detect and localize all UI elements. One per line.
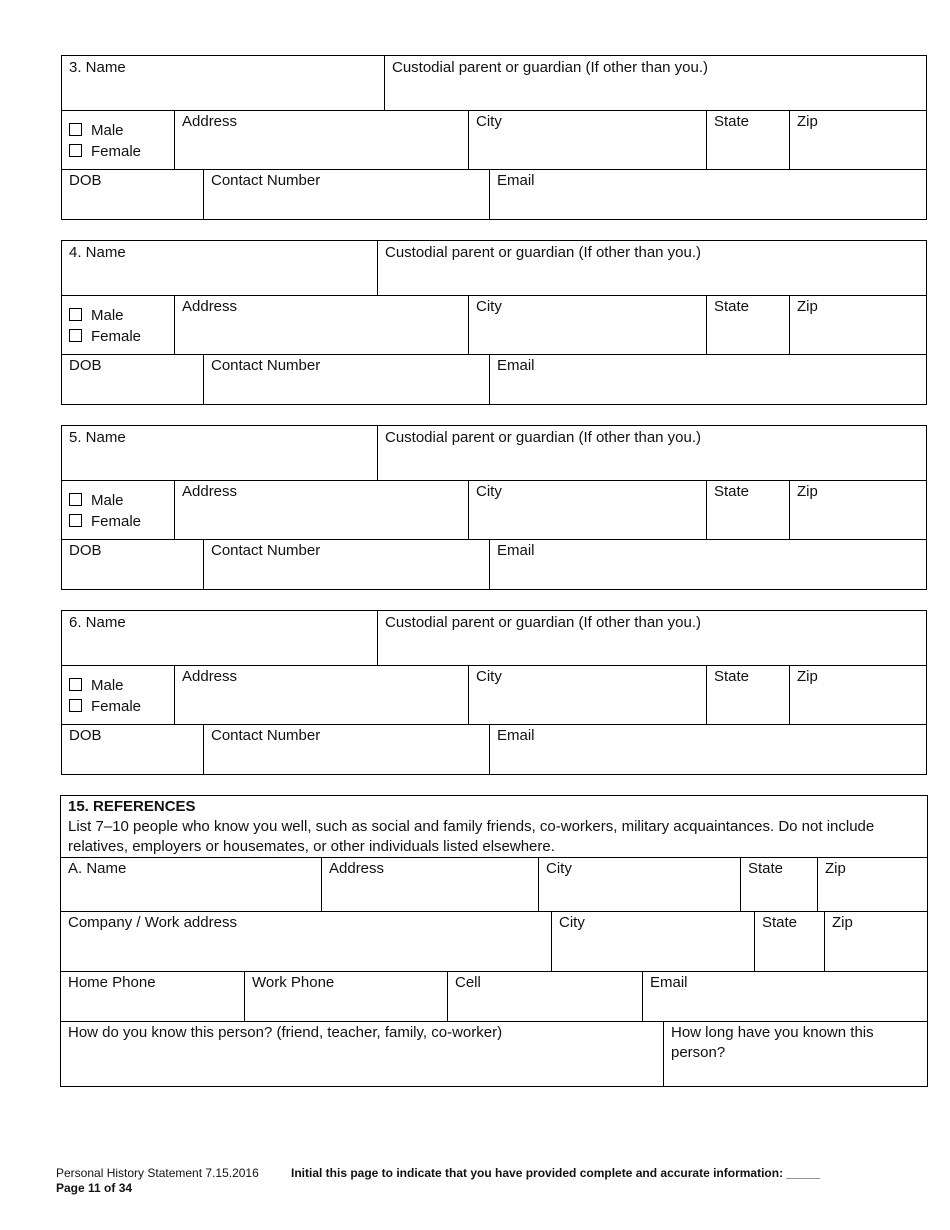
ref-how-long-label: How long have you known this person? (671, 1024, 874, 1061)
person-3-guardian-field[interactable] (385, 56, 926, 110)
ref-work-zip-label: Zip (832, 914, 853, 931)
person-3-state-label: State (714, 113, 750, 130)
female-checkbox[interactable] (69, 144, 82, 157)
person-4-contact-field[interactable] (204, 354, 489, 404)
person-3-address-label: Address (182, 113, 238, 130)
person-4-address-field[interactable] (175, 295, 468, 354)
male-option[interactable] (69, 675, 174, 696)
person-5-dob-field[interactable] (62, 539, 203, 589)
ref-work-phone-label: Work Phone (252, 974, 335, 991)
person-4-email-field[interactable] (490, 354, 926, 404)
ref-work-city-field[interactable] (552, 911, 754, 971)
ref-email-field[interactable] (643, 971, 927, 1021)
ref-name-label: A. Name (68, 860, 127, 877)
person-6-email-field[interactable] (490, 724, 926, 774)
female-label: Female (91, 143, 142, 160)
female-option[interactable] (69, 326, 174, 347)
ref-how-know-field[interactable] (61, 1021, 663, 1086)
person-6-email-label: Email (497, 727, 535, 744)
references-header (61, 795, 921, 857)
ref-company-label: Company / Work address (68, 914, 237, 931)
male-checkbox[interactable] (69, 123, 82, 136)
ref-name-field[interactable] (61, 857, 321, 911)
person-5-city-field[interactable] (469, 480, 706, 539)
ref-state-field[interactable] (741, 857, 817, 911)
person-6-name-label: 6. Name (69, 614, 126, 631)
male-label: Male (91, 677, 124, 694)
person-4-email-label: Email (497, 357, 535, 374)
person-5-zip-field[interactable] (790, 480, 926, 539)
ref-work-city-label: City (559, 914, 585, 931)
female-label: Female (91, 328, 142, 345)
person-3-name-label: 3. Name (69, 59, 126, 76)
person-3-city-label: City (476, 113, 502, 130)
person-5-contact-field[interactable] (204, 539, 489, 589)
person-3-email-field[interactable] (490, 169, 926, 219)
person-5-sex-group (62, 488, 174, 538)
table-rule (926, 610, 927, 775)
person-6-state-label: State (714, 668, 750, 685)
person-4-dob-field[interactable] (62, 354, 203, 404)
table-rule (926, 240, 927, 405)
male-option[interactable] (69, 490, 174, 511)
person-4-name-field[interactable] (62, 241, 377, 295)
person-3-contact-field[interactable] (204, 169, 489, 219)
male-checkbox[interactable] (69, 678, 82, 691)
person-3-sex-group (62, 118, 174, 168)
person-3-zip-label: Zip (797, 113, 818, 130)
female-option[interactable] (69, 696, 174, 717)
person-4-zip-field[interactable] (790, 295, 926, 354)
ref-zip-label: Zip (825, 860, 846, 877)
ref-address-label: Address (329, 860, 385, 877)
female-checkbox[interactable] (69, 514, 82, 527)
female-option[interactable] (69, 141, 174, 162)
ref-home-phone-field[interactable] (61, 971, 244, 1021)
ref-cell-label: Cell (455, 974, 481, 991)
person-6-guardian-field[interactable] (378, 611, 926, 665)
person-6-contact-label: Contact Number (211, 727, 321, 744)
person-3-zip-field[interactable] (790, 110, 926, 169)
male-label: Male (91, 307, 124, 324)
table-rule (61, 774, 927, 775)
male-label: Male (91, 122, 124, 139)
person-4-address-label: Address (182, 298, 238, 315)
male-option[interactable] (69, 120, 174, 141)
person-5-name-label: 5. Name (69, 429, 126, 446)
male-checkbox[interactable] (69, 308, 82, 321)
table-rule (61, 589, 927, 590)
person-6-state-field[interactable] (707, 665, 789, 724)
person-6-city-field[interactable] (469, 665, 706, 724)
ref-email-label: Email (650, 974, 688, 991)
person-6-zip-field[interactable] (790, 665, 926, 724)
ref-work-zip-field[interactable] (825, 911, 927, 971)
person-3-name-field[interactable] (62, 56, 384, 110)
person-3-guardian-label: Custodial parent or guardian (If other than you.) (392, 59, 709, 76)
ref-address-field[interactable] (322, 857, 538, 911)
person-4-city-label: City (476, 298, 502, 315)
person-5-contact-label: Contact Number (211, 542, 321, 559)
person-6-city-label: City (476, 668, 502, 685)
person-4-sex-group (62, 303, 174, 353)
person-5-email-field[interactable] (490, 539, 926, 589)
male-label: Male (91, 492, 124, 509)
person-6-address-label: Address (182, 668, 238, 685)
person-4-city-field[interactable] (469, 295, 706, 354)
person-5-guardian-label: Custodial parent or guardian (If other than you.) (385, 429, 702, 446)
person-5-state-label: State (714, 483, 750, 500)
footer-doc-title: Personal History Statement 7.15.2016 (56, 1166, 259, 1180)
footer-initial-text: Initial this page to indicate that you have provided complete and accurate information: _____ (291, 1166, 820, 1180)
footer-page-number: Page 11 of 34 (56, 1181, 133, 1195)
ref-state-label: State (748, 860, 784, 877)
female-option[interactable] (69, 511, 174, 532)
person-5-guardian-field[interactable] (378, 426, 926, 480)
ref-city-field[interactable] (539, 857, 740, 911)
person-4-zip-label: Zip (797, 298, 818, 315)
person-6-address-field[interactable] (175, 665, 468, 724)
person-6-contact-field[interactable] (204, 724, 489, 774)
female-label: Female (91, 513, 142, 530)
male-option[interactable] (69, 305, 174, 326)
person-6-dob-field[interactable] (62, 724, 203, 774)
person-5-state-field[interactable] (707, 480, 789, 539)
person-5-dob-label: DOB (69, 542, 102, 559)
person-6-name-field[interactable] (62, 611, 377, 665)
ref-city-label: City (546, 860, 572, 877)
female-label: Female (91, 698, 142, 715)
person-5-address-label: Address (182, 483, 238, 500)
person-3-address-field[interactable] (175, 110, 468, 169)
ref-zip-field[interactable] (818, 857, 927, 911)
person-3-dob-field[interactable] (62, 169, 203, 219)
person-3-state-field[interactable] (707, 110, 789, 169)
ref-company-field[interactable] (61, 911, 551, 971)
female-checkbox[interactable] (69, 699, 82, 712)
person-5-address-field[interactable] (175, 480, 468, 539)
table-rule (926, 425, 927, 590)
person-3-dob-label: DOB (69, 172, 102, 189)
person-4-dob-label: DOB (69, 357, 102, 374)
person-4-guardian-label: Custodial parent or guardian (If other than you.) (385, 244, 702, 261)
person-3-email-label: Email (497, 172, 535, 189)
ref-work-state-field[interactable] (755, 911, 824, 971)
person-6-sex-group (62, 673, 174, 723)
ref-work-state-label: State (762, 914, 798, 931)
ref-cell-field[interactable] (448, 971, 642, 1021)
person-6-zip-label: Zip (797, 668, 818, 685)
person-4-contact-label: Contact Number (211, 357, 321, 374)
table-rule (926, 55, 927, 220)
table-rule (61, 404, 927, 405)
person-5-email-label: Email (497, 542, 535, 559)
person-4-guardian-field[interactable] (378, 241, 926, 295)
person-4-state-label: State (714, 298, 750, 315)
person-6-dob-label: DOB (69, 727, 102, 744)
ref-how-know-label: How do you know this person? (friend, teacher, family, co-worker) (68, 1024, 503, 1041)
references-instructions: List 7–10 people who know you well, such as social and family friends, co-workers, military acquaintances. Do not include relatives, employers or housemates, or other individuals listed elsewhere. (68, 818, 875, 855)
person-5-name-field[interactable] (62, 426, 377, 480)
person-3-city-field[interactable] (469, 110, 706, 169)
ref-work-phone-field[interactable] (245, 971, 447, 1021)
table-rule (61, 219, 927, 220)
person-6-guardian-label: Custodial parent or guardian (If other than you.) (385, 614, 702, 631)
male-checkbox[interactable] (69, 493, 82, 506)
person-5-zip-label: Zip (797, 483, 818, 500)
references-title: 15. REFERENCES (68, 798, 196, 815)
person-3-contact-label: Contact Number (211, 172, 321, 189)
person-5-city-label: City (476, 483, 502, 500)
ref-home-phone-label: Home Phone (68, 974, 156, 991)
person-4-state-field[interactable] (707, 295, 789, 354)
ref-how-long-field[interactable] (664, 1021, 914, 1086)
female-checkbox[interactable] (69, 329, 82, 342)
person-4-name-label: 4. Name (69, 244, 126, 261)
